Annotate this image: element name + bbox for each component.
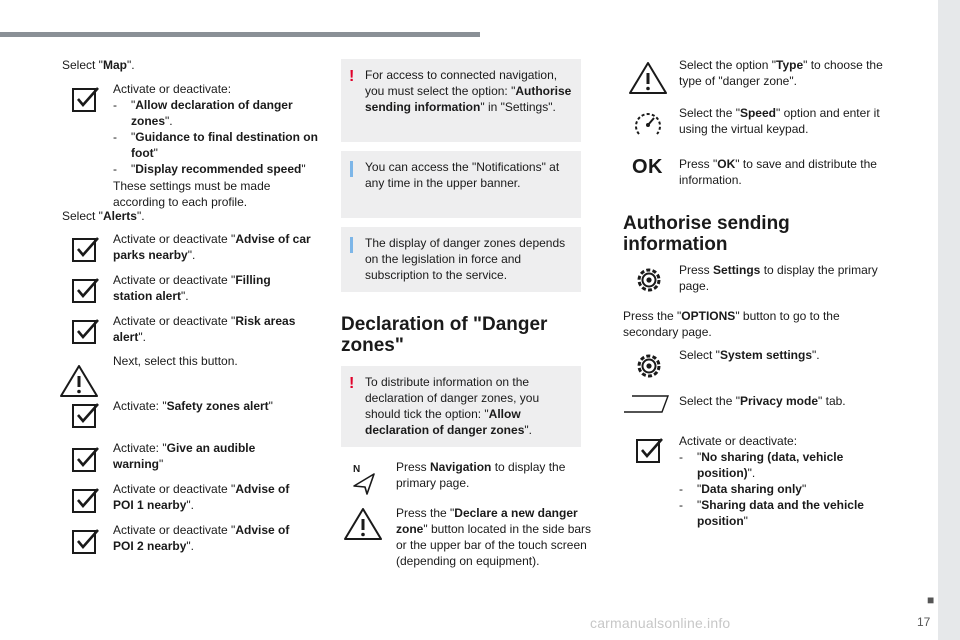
watermark: carmanualsonline.info (590, 615, 731, 631)
poi1-item: Activate or deactivate "Advise of POI 1 nearby". (113, 482, 290, 512)
checkbox-icon (70, 526, 102, 558)
system-settings-item: Select "System settings". (679, 348, 820, 362)
profile-note: These settings must be made according to each profile. (113, 179, 271, 209)
checkbox-icon (634, 435, 666, 467)
list-item: - "Sharing data and the vehicle position" (679, 498, 864, 528)
warning-mark-icon: ! (349, 68, 355, 85)
page-number: 17 (917, 615, 931, 629)
type-option-item: Select the option "Type" to choose the type of "danger zone". (679, 58, 883, 88)
page-end-marker: ■ (927, 593, 935, 607)
privacy-mode-item: Select the "Privacy mode" tab. (679, 394, 846, 408)
ok-icon: OK (632, 156, 663, 178)
ok-item: Press "OK" to save and distribute the information. (679, 157, 877, 187)
checkbox-icon (70, 400, 102, 432)
select-map-text: Select "Map". (62, 58, 135, 72)
tab-shape-icon (622, 392, 670, 416)
settings-item: Press Settings to display the primary page. (679, 263, 878, 293)
settings-gear-icon (633, 350, 665, 382)
declare-danger-zone-item: Press the "Declare a new danger zone" button located in the side bars or the upper bar of the touch screen (depending on equipment). (396, 506, 592, 568)
checkbox-icon (70, 84, 102, 116)
list-item: - "Display recommended speed" (113, 162, 306, 176)
car-parks-item: Activate or deactivate "Advise of car parks nearby". (113, 232, 311, 262)
checkbox-icon (70, 316, 102, 348)
options-text: Press the "OPTIONS" button to go to the secondary page. (623, 309, 840, 339)
filling-station-item: Activate or deactivate "Filling station alert". (113, 273, 271, 303)
top-rule (0, 32, 480, 37)
checkbox-icon (70, 234, 102, 266)
risk-areas-item: Activate or deactivate "Risk areas alert". (113, 314, 296, 344)
warning-triangle-icon (628, 60, 668, 96)
privacy-options-block: Activate or deactivate: - "No sharing (data, vehicle position)". - "Data sharing only" - "Sharing data and the vehicle position" (679, 433, 884, 529)
speed-option-item: Select the "Speed" option and enter it using the virtual keypad. (679, 106, 880, 136)
svg-text:N: N (353, 464, 361, 475)
warning-triangle-icon (59, 363, 99, 399)
warning-mark-icon: ! (349, 375, 355, 392)
list-item: - "Allow declaration of danger zones". (113, 98, 293, 128)
warning-box-connected-nav: ! For access to connected navigation, you must select the option: "Authorise sending information" in "Settings". (341, 59, 581, 142)
heading-authorise-sending: Authorise sending information (623, 213, 790, 255)
info-mark-icon (350, 161, 353, 177)
checkbox-icon (70, 485, 102, 517)
navigation-item: Press Navigation to display the primary page. (396, 460, 566, 490)
next-select-item: Next, select this button. (113, 354, 238, 368)
list-item: - "Guidance to final destination on foot" (113, 130, 318, 160)
page-edge-tab (938, 0, 960, 640)
list-item: - "No sharing (data, vehicle position)". (679, 450, 844, 480)
activate-deactivate-block: Activate or deactivate: - "Allow declaration of danger zones". - "Guidance to final destination on foot" - "Display recommended speed" (113, 82, 318, 176)
audible-warning-item: Activate: "Give an audible warning" (113, 441, 256, 471)
info-mark-icon (350, 237, 353, 253)
settings-gear-icon (633, 264, 665, 296)
checkbox-icon (70, 444, 102, 476)
info-box-notifications: You can access the "Notifications" at any time in the upper banner. (341, 151, 581, 218)
poi2-item: Activate or deactivate "Advise of POI 2 nearby". (113, 523, 290, 553)
warning-box-danger-zones: ! To distribute information on the declaration of danger zones, you should tick the option: "Allow declaration of danger zones". (341, 366, 581, 447)
speedometer-icon (631, 108, 665, 142)
warning-triangle-icon (343, 506, 383, 542)
heading-danger-zones: Declaration of "Danger zones" (341, 314, 548, 356)
safety-zones-item: Activate: "Safety zones alert" (113, 399, 273, 413)
select-alerts-text: Select "Alerts". (62, 209, 145, 223)
info-box-danger-display: The display of danger zones depends on the legislation in force and subscription to the service. (341, 227, 581, 292)
checkbox-icon (70, 275, 102, 307)
navigation-icon (350, 462, 378, 496)
list-item: - "Data sharing only" (679, 482, 807, 496)
